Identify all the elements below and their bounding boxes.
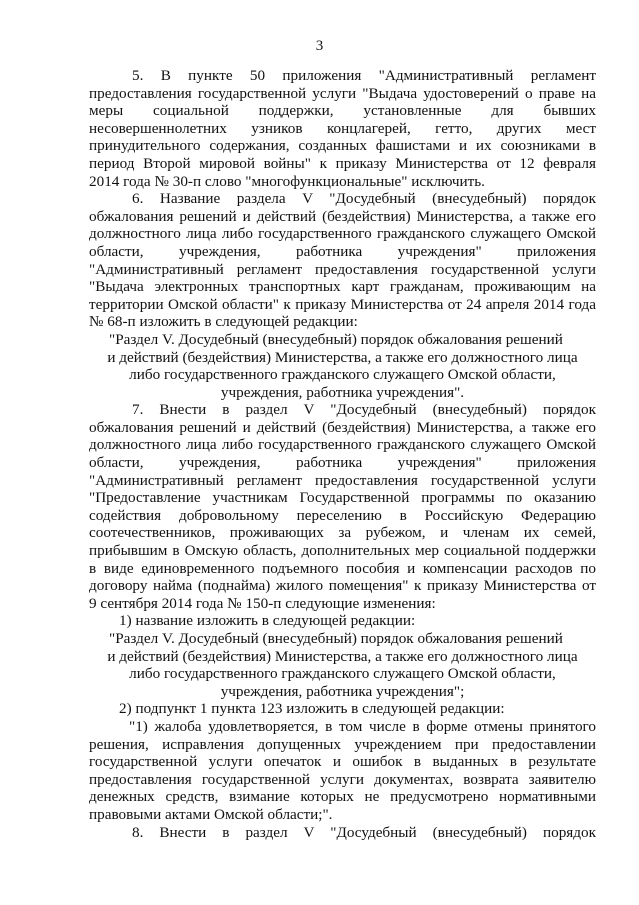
text-line: территории Омской области" к приказу Министерства от 24 апреля 2014 года (89, 295, 596, 313)
text-line: должностного лица либо государственного гражданского служащего Омской (89, 436, 596, 454)
text-line: 1) название изложить в следующей редакции: (119, 612, 416, 630)
text-line: решения, исправления допущенных учреждением при предоставлении (89, 735, 596, 753)
text-line: меры социальной поддержки, установленные для бывших (89, 102, 596, 120)
text-line: 5. В пункте 50 приложения "Административный регламент (132, 67, 596, 84)
text-line: несовершеннолетних узников концлагерей, гетто, других мест (89, 119, 596, 137)
text-line: прибывшим в Омскую область, дополнительных мер социальной поддержки (89, 542, 596, 560)
text-line: договору найма (поднайма) жилого помещения" к приказу Министерства от (89, 577, 596, 595)
text-line: предоставления государственной услуги "Выдача удостоверений о праве на (89, 84, 596, 102)
text-line: и действий (бездействия) Министерства, а также его должностного лица (107, 647, 578, 665)
text-line: области, учреждения, работника учреждения" приложения (89, 242, 596, 260)
text-line: обжалования решений и действий (бездействия) Министерства, а также его (89, 207, 596, 225)
text-line: либо государственного гражданского служащего Омской области, (129, 366, 556, 384)
text-line: учреждения, работника учреждения". (220, 383, 465, 401)
text-line: 2) подпункт 1 пункта 123 изложить в следующей редакции: (119, 700, 505, 718)
text-line: области, учреждения, работника учреждения" приложения (89, 454, 596, 472)
text-line: правовыми актами Омской области;". (89, 805, 333, 823)
text-line: 2014 года № 30-п слово "многофункциональные" исключить. (89, 172, 485, 190)
text-line: "Выдача электронных транспортных карт гражданам, проживающим на (89, 278, 596, 296)
text-line: денежных средств, взимание которых не предусмотрено нормативными (89, 788, 596, 806)
text-line: принудительного содержания, созданных фашистами и их союзниками в (89, 137, 596, 155)
text-line: "1) жалоба удовлетворяется, в том числе в форме отмены принятого (129, 717, 596, 735)
text-line: и действий (бездействия) Министерства, а также его должностного лица (107, 348, 578, 366)
text-line: № 68-п изложить в следующей редакции: (89, 313, 358, 331)
text-line: соотечественников, проживающих за рубежом, и членам их семей, (89, 524, 596, 542)
text-line: 9 сентября 2014 года № 150-п следующие изменения: (89, 594, 436, 612)
text-line: государственной услуги опечаток и ошибок в выданных в результате (89, 753, 596, 771)
text-line: "Административный регламент предоставления государственной услуги (89, 260, 596, 278)
text-line: в виде единовременного подъемного пособия и компенсации расходов по (89, 559, 596, 577)
text-line: 7. Внести в раздел V "Досудебный (внесудебный) порядок (132, 401, 596, 419)
text-line: обжалования решений и действий (бездействия) Министерства, а также его (89, 418, 596, 436)
page-number: 3 (315, 38, 324, 54)
document-body (89, 67, 596, 841)
text-line: 6. Название раздела V "Досудебный (внесудебный) порядок (132, 190, 596, 208)
text-line: "Предоставление участникам Государственной программы по оказанию (89, 489, 596, 507)
text-line: предоставления государственной услуги документах, возврата заявителю (89, 770, 596, 788)
text-line: "Административный регламент предоставления государственной услуги (89, 471, 596, 489)
text-line: либо государственного гражданского служащего Омской области, (129, 665, 556, 683)
text-line: "Раздел V. Досудебный (внесудебный) порядок обжалования решений (109, 630, 563, 647)
text-line: период Второй мировой войны" к приказу Министерства от 12 февраля (89, 154, 596, 172)
text-line: содействия добровольному переселению в Российскую Федерацию (89, 506, 596, 524)
text-line: учреждения, работника учреждения"; (220, 682, 465, 700)
text-line: должностного лица либо государственного гражданского служащего Омской (89, 225, 596, 243)
text-line: 8. Внести в раздел V "Досудебный (внесудебный) порядок (132, 823, 596, 841)
text-line: "Раздел V. Досудебный (внесудебный) порядок обжалования решений (109, 330, 563, 348)
